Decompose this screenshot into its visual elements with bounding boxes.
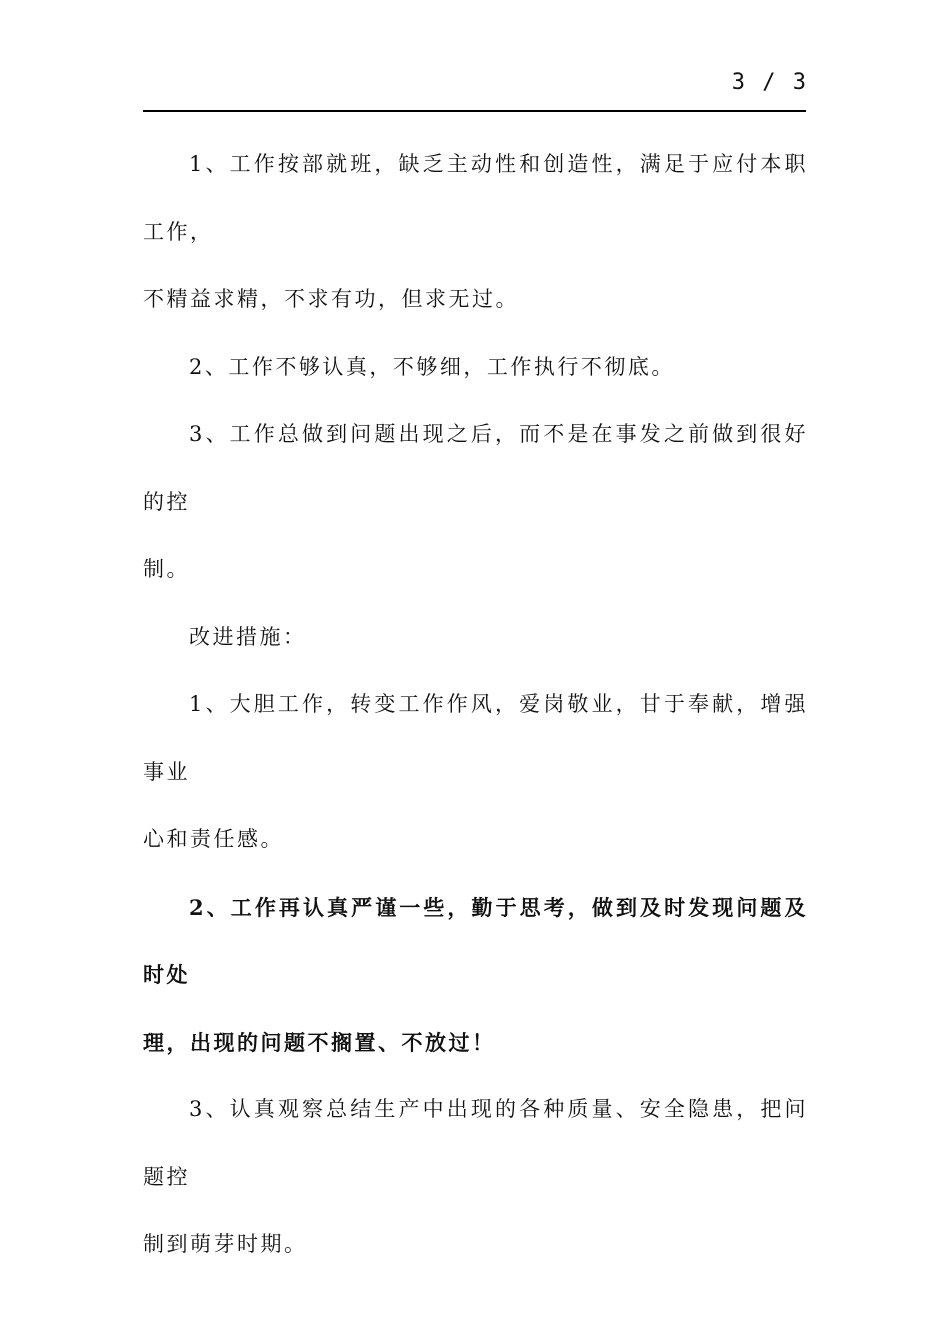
paragraph-measure-1 — [143, 671, 808, 874]
paragraph-line: 理，出现的问题不搁置、不放过！ — [143, 1029, 496, 1055]
paragraph-measure-3 — [143, 1076, 808, 1279]
section-heading-improvements — [143, 604, 808, 672]
paragraph-line: 制到萌芽时期。 — [143, 1232, 308, 1256]
paragraph-line: 不精益求精，不求有功，但求无过。 — [143, 287, 519, 311]
paragraph-line: 1、大胆工作，转变工作作风，爱岗敬业，甘于奉献，增强事业 — [143, 692, 808, 784]
paragraph-line: 心和责任感。 — [143, 827, 284, 851]
paragraph-problem-2 — [143, 334, 808, 402]
paragraph-problem-3 — [143, 401, 808, 604]
paragraph-problem-1 — [143, 131, 808, 334]
paragraph-measure-2 — [143, 874, 808, 1077]
paragraph-line: 2、工作再认真严谨一些，勤于思考，做到及时发现问题及时处 — [143, 894, 808, 987]
document-body — [143, 131, 808, 1279]
paragraph-line: 3、认真观察总结生产中出现的各种质量、安全隐患，把问题控 — [143, 1097, 808, 1189]
paragraph-line: 3、工作总做到问题出现之后，而不是在事发之前做到很好的控 — [143, 422, 808, 514]
page-number: 3 / 3 — [731, 70, 808, 95]
paragraph-line: 改进措施： — [189, 624, 307, 649]
paragraph-line: 2、工作不够认真，不够细，工作执行不彻底。 — [189, 354, 675, 379]
paragraph-line: 1、工作按部就班，缺乏主动性和创造性，满足于应付本职工作， — [143, 152, 808, 244]
header-divider — [143, 110, 806, 112]
paragraph-line: 制。 — [143, 557, 190, 581]
